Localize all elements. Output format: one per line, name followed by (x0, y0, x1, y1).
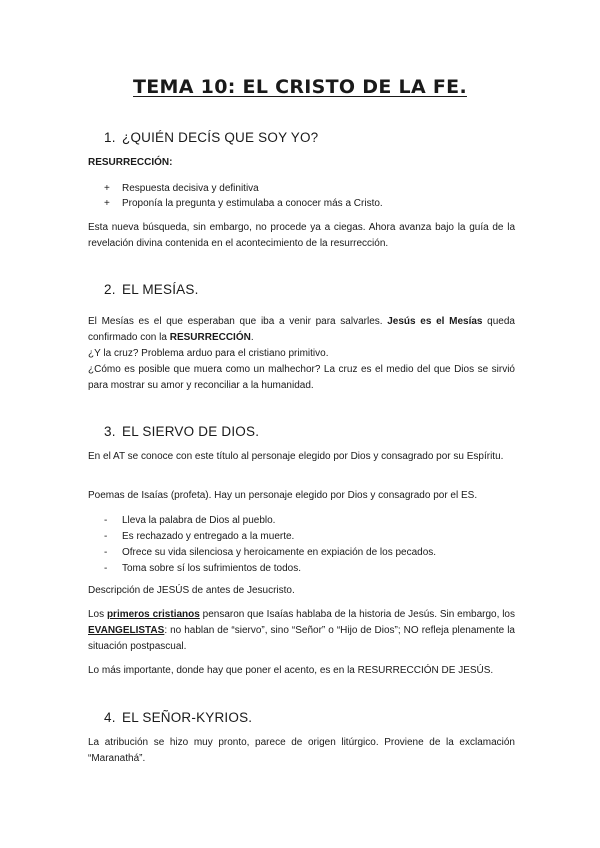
text-run: Los (88, 609, 107, 620)
plus-icon: + (104, 183, 110, 194)
section-title: EL SEÑOR-KYRIOS. (122, 710, 253, 725)
text-run: : no hablan de “siervo”, sino “Señor” o “Hijo de Dios”; NO refleja plenamente la situación postpascual. (88, 625, 515, 652)
paragraph: Descripción de JESÚS de antes de Jesucristo. (88, 585, 295, 596)
subheading (88, 155, 515, 171)
list-item-text: Respuesta decisiva y definitiva (122, 183, 259, 194)
paragraph: ¿Cómo es posible que muera como un malhechor? La cruz es el medio del que Dios se sirvió para mostrar su amor y reconciliar a la humanidad. (88, 364, 515, 391)
section-number: 1. (104, 130, 116, 145)
paragraph (88, 314, 515, 346)
text-run: . (250, 332, 254, 343)
dash-icon: - (104, 563, 108, 574)
dash-icon: - (104, 531, 108, 542)
list-item-text: Toma sobre sí los sufrimientos de todos. (122, 563, 301, 574)
text-run: pensaron que Isaías hablaba de la historia de Jesús. Sin embargo, los (199, 609, 515, 620)
paragraph: Lo más importante, donde hay que poner el acento, es en la RESURRECCIÓN DE JESÚS. (88, 665, 494, 676)
paragraph: Poemas de Isaías (profeta). Hay un personaje elegido por Dios y consagrado por el ES. (88, 490, 478, 501)
section-title: EL MESÍAS. (122, 282, 199, 297)
paragraph: La atribución se hizo muy pronto, parece de origen litúrgico. Proviene de la exclamación “Maranathá”. (88, 737, 515, 764)
paragraph (88, 607, 515, 655)
text-run: El Mesías es el que esperaban que iba a venir para salvarles. (88, 316, 388, 327)
section-title: ¿QUIÉN DECÍS QUE SOY YO? (122, 130, 319, 145)
underlined-text: primeros cristianos (106, 609, 200, 620)
page-title: TEMA 10: EL CRISTO DE LA FE. (133, 76, 467, 98)
paragraph: ¿Y la cruz? Problema arduo para el cristiano primitivo. (88, 348, 329, 359)
list-item-text: Ofrece su vida silenciosa y heroicamente en expiación de los pecados. (122, 547, 437, 558)
plus-icon: + (104, 198, 110, 209)
paragraph: Esta nueva búsqueda, sin embargo, no procede ya a ciegas. Ahora avanza bajo la guía de la revelación divina contenida en el acontecimiento de la resurrección. (88, 222, 515, 249)
paragraph: En el AT se conoce con este título al personaje elegido por Dios y consagrado por su Espíritu. (88, 451, 504, 462)
list-item-text: Lleva la palabra de Dios al pueblo. (122, 515, 276, 526)
list-item-text: Proponía la pregunta y estimulaba a conocer más a Cristo. (122, 198, 383, 209)
dash-icon: - (104, 515, 108, 526)
section-title: EL SIERVO DE DIOS. (122, 424, 260, 439)
subheading-text: RESURRECCIÓN: (88, 157, 173, 168)
bold-text: RESURRECCIÓN (169, 332, 251, 343)
text-run: queda confirmado con la (88, 316, 515, 343)
dash-icon: - (104, 547, 108, 558)
underlined-text: EVANGELISTAS (88, 625, 165, 636)
list-item-text: Es rechazado y entregado a la muerte. (122, 531, 295, 542)
section-number: 3. (104, 424, 116, 439)
section-number: 4. (104, 710, 116, 725)
bold-text: Jesús es el Mesías (387, 316, 483, 327)
section-number: 2. (104, 282, 116, 297)
